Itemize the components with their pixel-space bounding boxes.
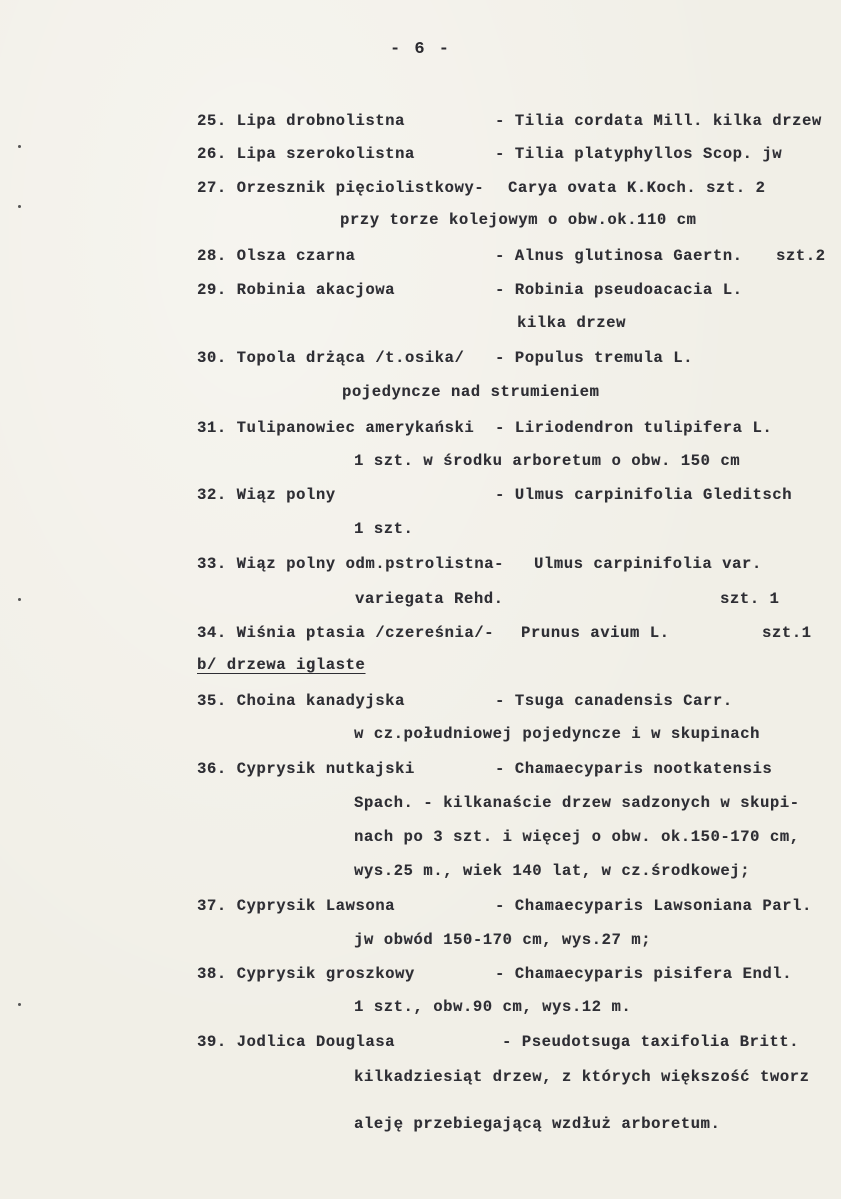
entry-33-latin-name: Ulmus carpinifolia var. — [534, 555, 762, 573]
entry-27-polish-name: 27. Orzesznik pięciolistkowy- — [197, 179, 485, 197]
entry-36-note-line-1: Spach. - kilkanaście drzew sadzonych w skupi- — [354, 794, 800, 812]
entry-38-polish-name: 38. Cyprysik groszkowy — [197, 965, 415, 983]
entry-39-latin-name: - Pseudotsuga taxifolia Britt. — [502, 1033, 800, 1051]
entry-34-latin-name: Prunus avium L. — [521, 624, 670, 642]
entry-28-count: szt.2 — [776, 247, 826, 265]
entry-29-polish-name: 29. Robinia akacjowa — [197, 281, 396, 299]
entry-31-polish-name: 31. Tulipanowiec amerykański — [197, 419, 475, 437]
entry-37-latin-name: - Chamaecyparis Lawsoniana Parl. — [495, 897, 812, 915]
margin-dot — [18, 205, 21, 208]
entry-28-latin-name: - Alnus glutinosa Gaertn. — [495, 247, 743, 265]
entry-32-note: 1 szt. — [354, 520, 414, 538]
entry-35-note: w cz.południowej pojedyncze i w skupinach — [354, 725, 760, 743]
entry-36-polish-name: 36. Cyprysik nutkajski — [197, 760, 415, 778]
entry-26-polish-name: 26. Lipa szerokolistna — [197, 145, 415, 163]
entry-35-polish-name: 35. Choina kanadyjska — [197, 692, 405, 710]
entry-36-note-line-2: nach po 3 szt. i więcej o obw. ok.150-170 cm, — [354, 828, 800, 846]
entry-34-polish-name: 34. Wiśnia ptasia /czereśnia/- — [197, 624, 495, 642]
entry-25-polish-name: 25. Lipa drobnolistna — [197, 112, 405, 130]
entry-35-latin-name: - Tsuga canadensis Carr. — [495, 692, 733, 710]
margin-dot — [18, 598, 21, 601]
entry-39-note-line-2: aleję przebiegającą wzdłuż arboretum. — [354, 1115, 721, 1133]
entry-27-note: przy torze kolejowym o obw.ok.110 cm — [340, 211, 697, 229]
entry-38-latin-name: - Chamaecyparis pisifera Endl. — [495, 965, 793, 983]
entry-36-note-line-3: wys.25 m., wiek 140 lat, w cz.środkowej; — [354, 862, 751, 880]
entry-31-latin-name: - Liriodendron tulipifera L. — [495, 419, 773, 437]
entry-37-polish-name: 37. Cyprysik Lawsona — [197, 897, 396, 915]
entry-34-count: szt.1 — [762, 624, 812, 642]
entry-39-note-line-1: kilkadziesiąt drzew, z których większość tworz — [354, 1068, 810, 1086]
entry-32-polish-name: 32. Wiąz polny — [197, 486, 336, 504]
entry-37-note: jw obwód 150-170 cm, wys.27 m; — [354, 931, 652, 949]
margin-dot — [18, 1003, 21, 1006]
entry-30-note: pojedyncze nad strumieniem — [342, 383, 600, 401]
entry-29-latin-name: - Robinia pseudoacacia L. — [495, 281, 743, 299]
entry-38-note: 1 szt., obw.90 cm, wys.12 m. — [354, 998, 632, 1016]
margin-dot — [18, 145, 21, 148]
entry-25-latin-name: - Tilia cordata Mill. kilka drzew — [495, 112, 822, 130]
entry-33-note: variegata Rehd. — [355, 590, 504, 608]
entry-26-latin-name: - Tilia platyphyllos Scop. jw — [495, 145, 783, 163]
entry-32-latin-name: - Ulmus carpinifolia Gleditsch — [495, 486, 793, 504]
entry-31-note: 1 szt. w środku arboretum o obw. 150 cm — [354, 452, 741, 470]
entry-29-note: kilka drzew — [517, 314, 626, 332]
entry-36-latin-name: - Chamaecyparis nootkatensis — [495, 760, 773, 778]
entry-33-count: szt. 1 — [720, 590, 780, 608]
entry-27-latin-name: Carya ovata K.Koch. szt. 2 — [508, 179, 766, 197]
section-heading-conifers: b/ drzewa iglaste — [197, 656, 366, 674]
entry-28-polish-name: 28. Olsza czarna — [197, 247, 356, 265]
entry-33-polish-name: 33. Wiąz polny odm.pstrolistna- — [197, 555, 504, 573]
page-number: - 6 - — [389, 40, 451, 59]
entry-39-polish-name: 39. Jodlica Douglasa — [197, 1033, 396, 1051]
entry-30-latin-name: - Populus tremula L. — [495, 349, 694, 367]
entry-30-polish-name: 30. Topola drżąca /t.osika/ — [197, 349, 465, 367]
